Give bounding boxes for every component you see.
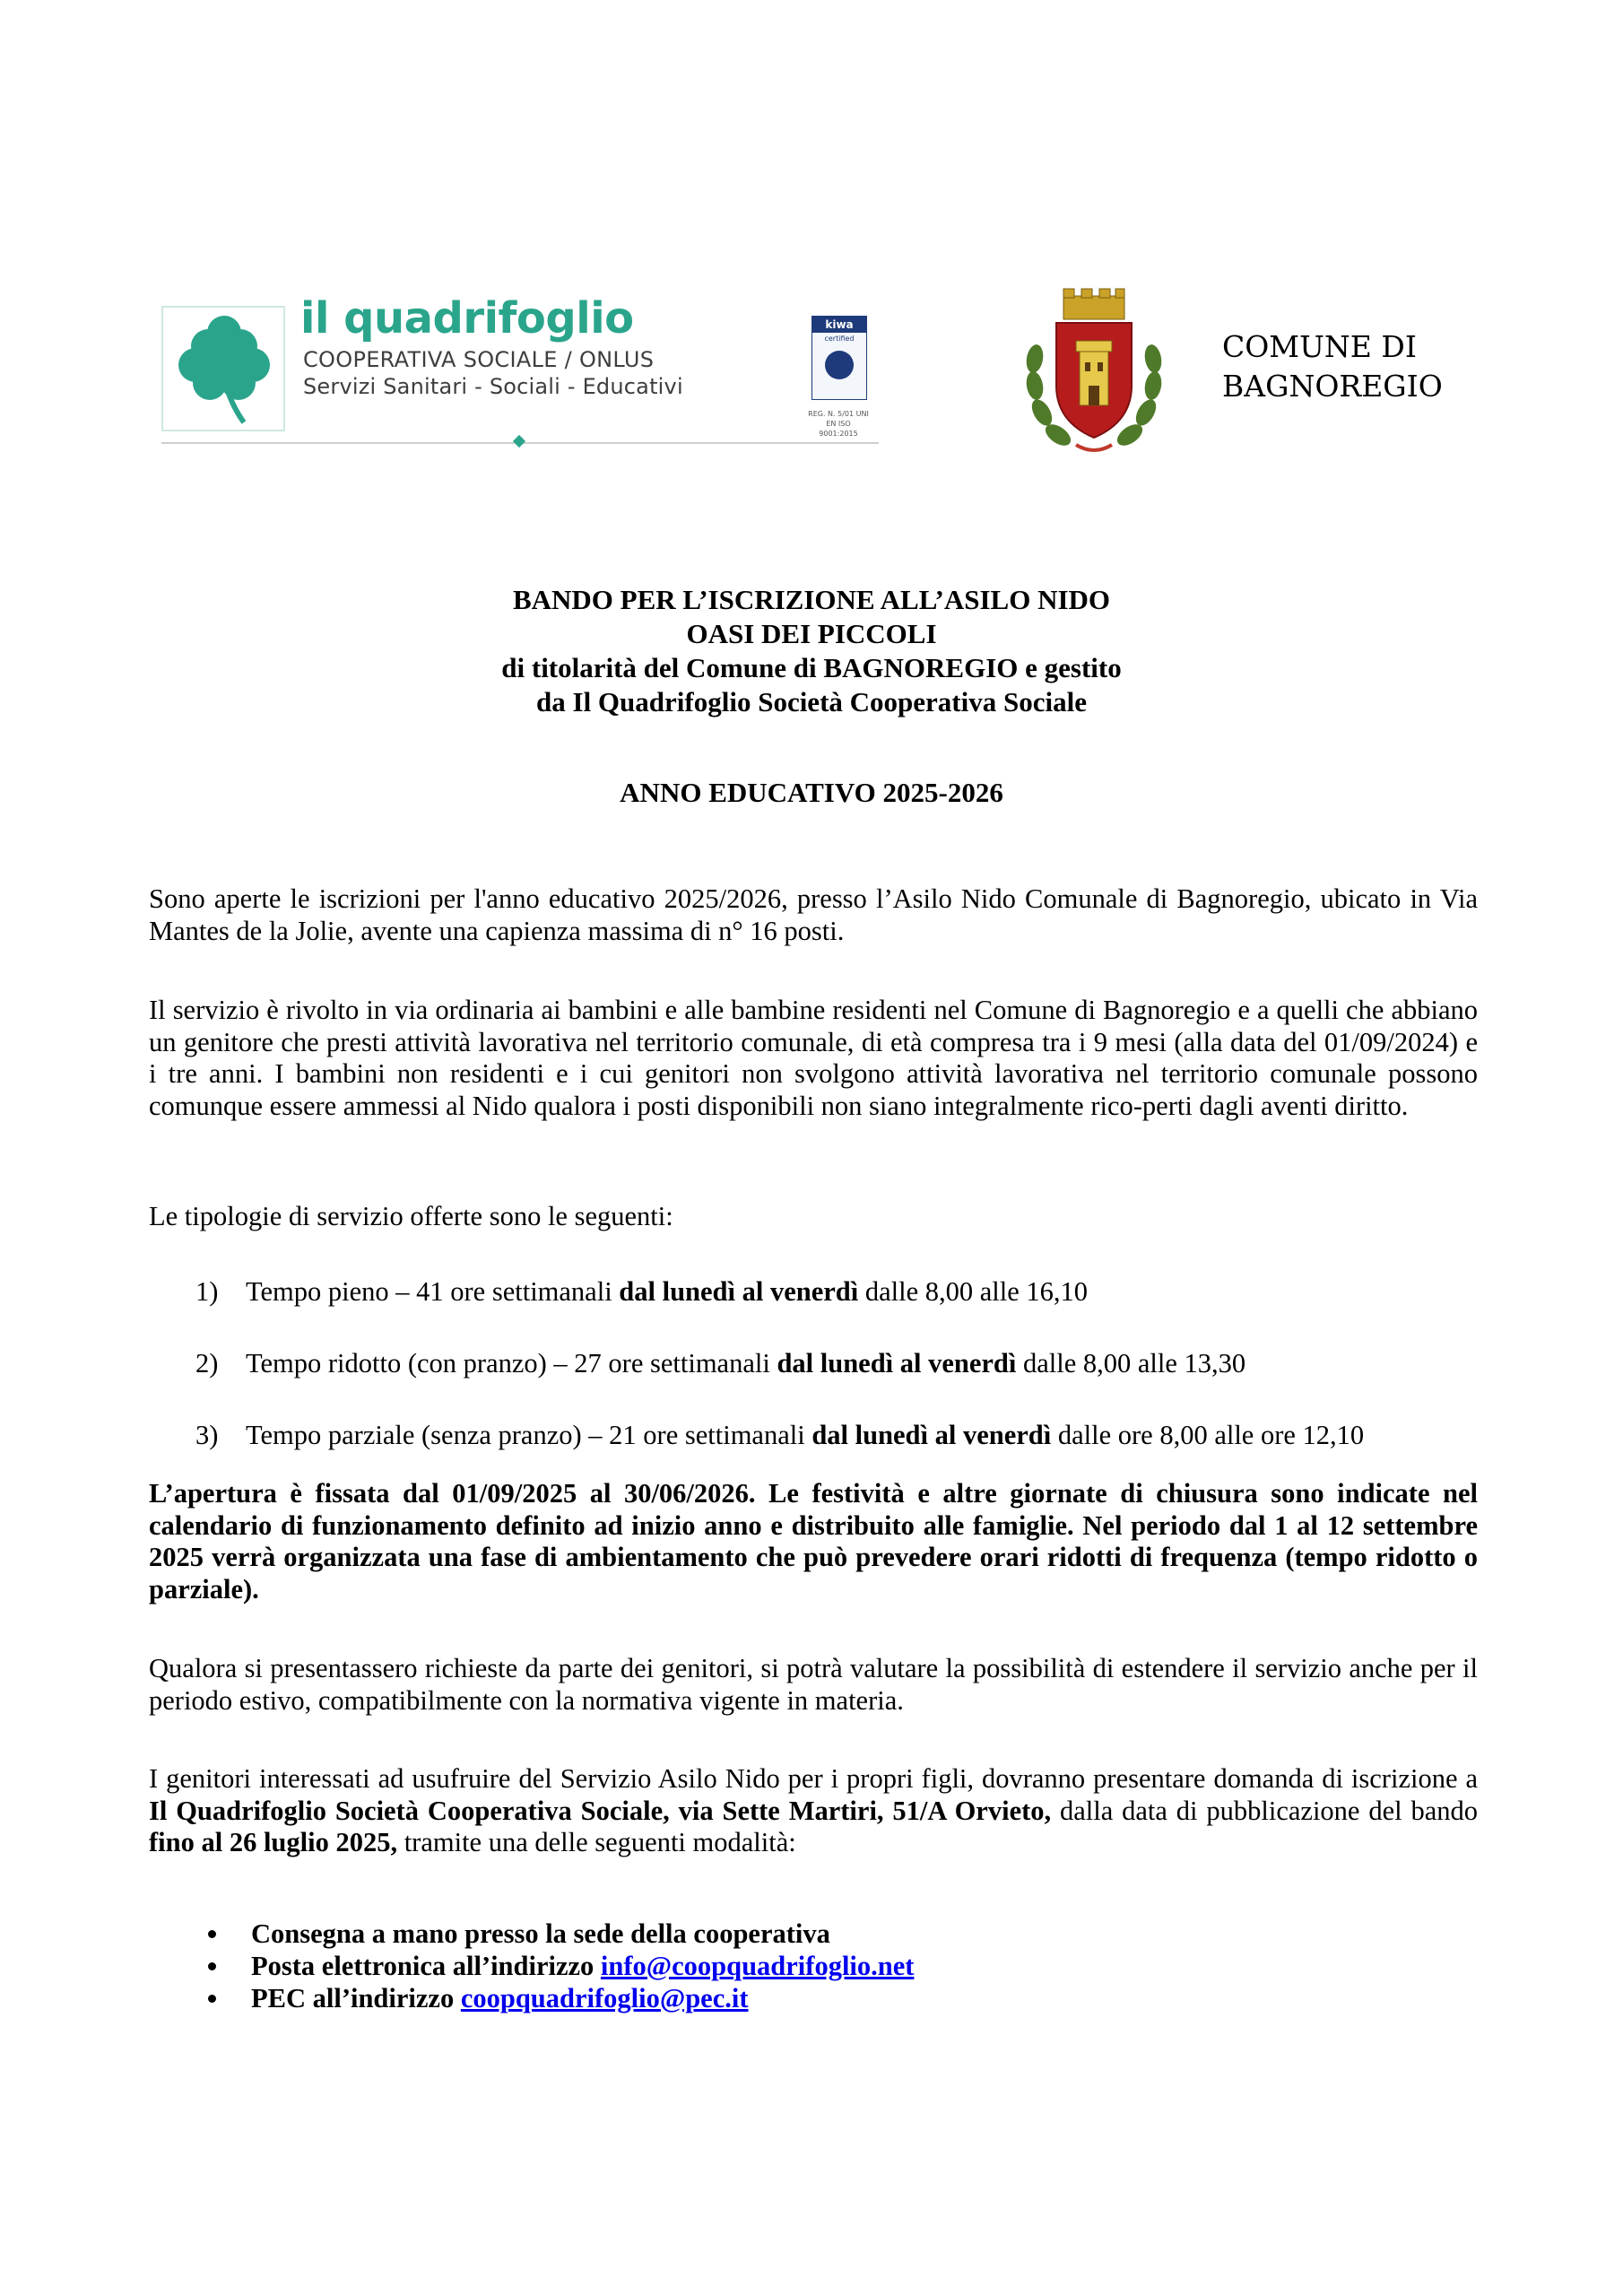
bullet-icon <box>208 1930 216 1938</box>
kiwa-brand: kiwa <box>812 317 866 333</box>
coop-services: Servizi Sanitari - Sociali - Educativi <box>303 374 683 399</box>
service-item-1: 1) Tempo pieno – 41 ore settimanali dal lunedì al venerdì dalle 8,00 alle 16,10 <box>195 1276 1089 1307</box>
paragraph-domanda: I genitori interessati ad usufruire del Servizio Asilo Nido per i propri figli, dovranno presentare domanda di iscrizione a Il Quadrifoglio Società Cooperativa Sociale, via Sette Martiri, 51/A Orvieto, dalla data di pubblicazione del bando fino al 26 luglio 2025, tramite una delle seguenti modalità: <box>149 1763 1478 1857</box>
coop-subtitle: COOPERATIVA SOCIALE / ONLUS <box>303 347 655 372</box>
service-item-2: 2) Tempo ridotto (con pranzo) – 27 ore settimanali dal lunedì al venerdì dalle 8,00 alle 13,30 <box>195 1348 1246 1378</box>
list-item: PEC all’indirizzo coopquadrifoglio@pec.it <box>204 1982 1370 2014</box>
paragraph-estivo: Qualora si presentassero richieste da parte dei genitori, si potrà valutare la possibilità di estendere il servizio anche per il periodo estivo, compatibilmente con la normativa vigente in materia. <box>149 1653 1478 1716</box>
clover-logo-icon <box>161 306 285 431</box>
email-link[interactable]: info@coopquadrifoglio.net <box>600 1951 915 1981</box>
coop-logo <box>161 293 879 453</box>
title-line-2: OASI DEI PICCOLI <box>686 618 937 649</box>
submission-methods-list <box>204 1918 1370 2014</box>
anno-educativo: ANNO EDUCATIVO 2025-2026 <box>620 777 1003 808</box>
kiwa-registration: REG. N. 5/01 UNI EN ISO 9001:2015 <box>808 410 869 438</box>
coop-name: il quadrifoglio <box>300 293 634 344</box>
list-item: Posta elettronica all’indirizzo info@coopquadrifoglio.net <box>204 1950 1370 1982</box>
kiwa-certification-mark <box>808 316 869 438</box>
paragraph-tipologie: Le tipologie di servizio offerte sono le seguenti: <box>149 1201 673 1231</box>
document-title <box>161 583 1462 719</box>
pec-link[interactable]: coopquadrifoglio@pec.it <box>460 1983 749 2013</box>
coat-of-arms-icon <box>1022 287 1166 457</box>
bullet-icon <box>208 1995 216 2003</box>
paragraph-iscrizioni: Sono aperte le iscrizioni per l'anno educativo 2025/2026, presso l’Asilo Nido Comunale di Bagnoregio, ubicato in Via Mantes de la Jolie, avente una capienza massima di n° 16 posti. <box>149 883 1478 946</box>
paragraph-servizio: Il servizio è rivolto in via ordinaria ai bambini e alle bambine residenti nel Comune di Bagnoregio e a quelli che abbiano un genitore che presti attività lavorativa nel territorio comunale, di età compresa tra i 9 mesi (alla data del 01/09/2024) e i tre anni. I bambini non residenti e i cui genitori non svolgono attività lavorativa nel territorio comunale possono comunque essere ammessi al Nido qualora i posti disponibili non siano integralmente rico-perti dagli aventi diritto. <box>149 995 1478 1121</box>
comune-name <box>1222 327 1443 406</box>
kiwa-certified: certified <box>824 335 855 343</box>
service-number: 3) <box>195 1420 219 1450</box>
service-item-3: 3) Tempo parziale (senza pranzo) – 21 ore settimanali dal lunedì al venerdì dalle ore 8,00 alle ore 12,10 <box>195 1420 1365 1450</box>
title-line-4: da Il Quadrifoglio Società Cooperativa Sociale <box>536 686 1087 718</box>
bullet-icon <box>208 1962 216 1970</box>
diamond-icon <box>513 435 525 448</box>
title-line-3: di titolarità del Comune di BAGNOREGIO e gestito <box>501 652 1122 683</box>
paragraph-apertura: L’apertura è fissata dal 01/09/2025 al 30/06/2026. Le festività e altre giornate di chiusura sono indicate nel calendario di funzionamento definito ad inizio anno e distribuito alle famiglie. Nel periodo dal 1 al 12 settembre 2025 verrà organizzata una fase di ambientamento che può prevedere orari ridotti di frequenza (tempo ridotto o parziale). <box>149 1478 1478 1605</box>
list-item: Consegna a mano presso la sede della cooperativa <box>204 1918 1370 1950</box>
title-line-1: BANDO PER L’ISCRIZIONE ALL’ASILO NIDO <box>512 584 1111 615</box>
service-number: 2) <box>195 1348 219 1378</box>
service-number: 1) <box>195 1276 219 1307</box>
comune-line-2: BAGNOREGIO <box>1222 369 1443 404</box>
kiwa-seal-icon <box>825 351 854 379</box>
kiwa-badge <box>812 316 867 400</box>
comune-line-1: COMUNE DI <box>1222 329 1417 364</box>
